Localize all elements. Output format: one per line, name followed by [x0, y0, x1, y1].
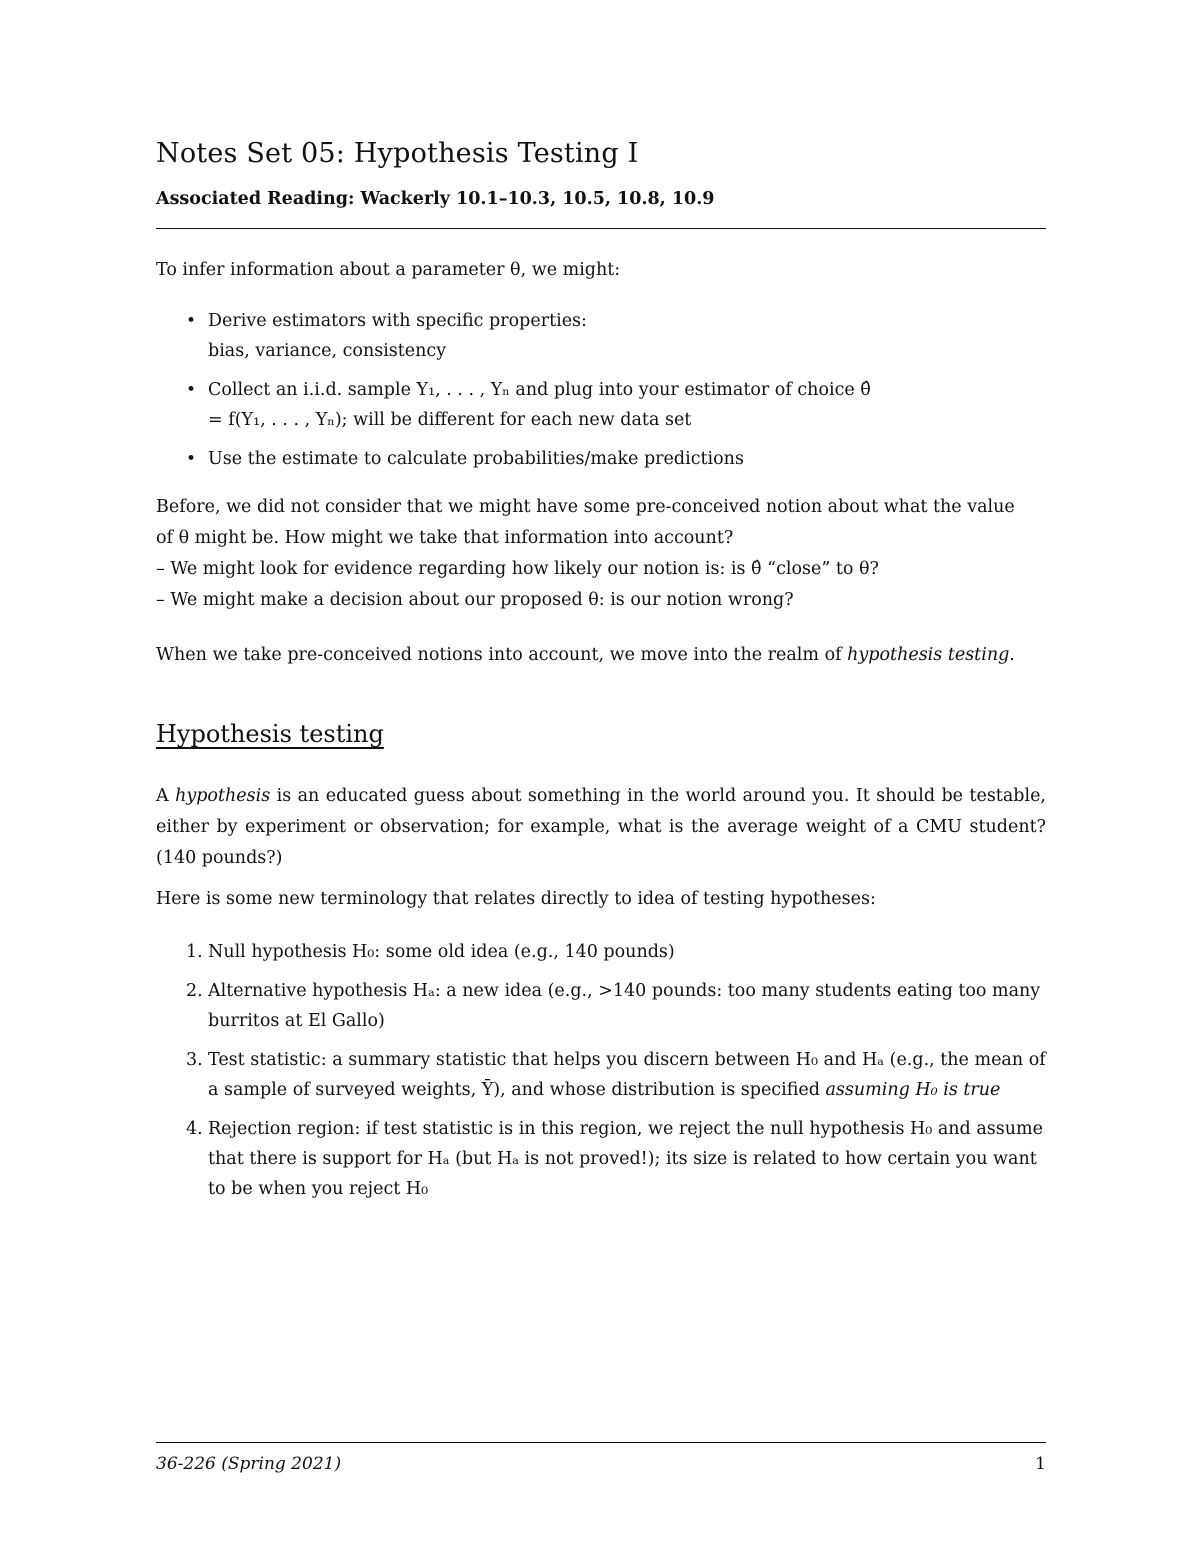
page-number: 1 — [1035, 1454, 1046, 1474]
bullet-line: bias, variance, consistency — [208, 341, 447, 361]
realm-paragraph — [156, 640, 1046, 671]
item-text: Test statistic: a summary statistic that helps you discern between H₀ and Hₐ (e.g., the mean of a sample of surveyed weights, Ȳ), and whose distribution is specified — [208, 1050, 1046, 1100]
item-emphasis: assuming H₀ is true — [825, 1080, 1001, 1100]
item-number: 3. — [186, 1050, 203, 1070]
hypothesis-paragraph — [156, 781, 1046, 874]
intro-text: To infer information about a parameter θ, we might: — [156, 260, 621, 280]
paragraph-line: – We might make a decision about our proposed θ: is our notion wrong? — [156, 590, 794, 610]
item-number: 4. — [186, 1119, 203, 1139]
hypothesis-emphasis: hypothesis — [175, 786, 271, 806]
bullet-line: • Use the estimate to calculate probabilities/make predictions — [208, 449, 744, 469]
bullet-line: = f(Y₁, . . . , Yₙ); will be different for each new data set — [208, 410, 692, 430]
bullet-line: • Collect an i.i.d. sample Y₁, . . . , Yₙ and plug into your estimator of choice θ̂ — [208, 380, 871, 400]
realm-text: When we take pre-conceived notions into account, we move into the realm of — [156, 645, 848, 665]
page-title: Notes Set 05: Hypothesis Testing I — [156, 138, 639, 169]
hypothesis-start: A — [156, 786, 176, 806]
terminology-intro: Here is some new terminology that relates directly to idea of testing hypotheses: — [156, 889, 876, 909]
item-text: Null hypothesis H₀: some old idea (e.g., 140 pounds) — [208, 942, 675, 962]
list-item — [156, 937, 1046, 967]
item-text: Rejection region: if test statistic is in this region, we reject the null hypothesis H₀ and assume that there is support for Hₐ (but Hₐ is not proved!); its size is related to how certain you want to be when you reject H₀ — [208, 1119, 1043, 1199]
before-paragraph — [156, 492, 1046, 616]
bullet-line: • Derive estimators with specific properties: — [208, 311, 587, 331]
hypothesis-rest: is an educated guess about something in the world around you. It should be testable, either by experiment or observation; for example, what is the average weight of a CMU student? (140 pounds?) — [156, 786, 1046, 868]
list-item — [156, 306, 1046, 366]
paragraph-line: of θ might be. How might we take that information into account? — [156, 528, 734, 548]
footer-divider — [156, 1442, 1046, 1443]
header-divider — [156, 228, 1046, 229]
paragraph-line: – We might look for evidence regarding how likely our notion is: is θ̂ “close” to θ? — [156, 559, 879, 579]
list-item — [156, 1114, 1046, 1204]
item-text: Alternative hypothesis Hₐ: a new idea (e.g., >140 pounds: too many students eating too many burritos at El Gallo) — [208, 981, 1041, 1031]
terms-list — [156, 937, 1046, 1204]
item-number: 2. — [186, 981, 203, 1001]
list-item — [156, 1045, 1046, 1105]
list-item — [156, 444, 1046, 474]
bullet-list — [156, 306, 1046, 474]
associated-reading: Associated Reading: Wackerly 10.1–10.3, 10.5, 10.8, 10.9 — [156, 189, 715, 209]
list-item — [156, 375, 1046, 435]
page-content — [156, 136, 1046, 1213]
list-item — [156, 976, 1046, 1036]
footer-course: 36-226 (Spring 2021) — [156, 1454, 342, 1474]
realm-emphasis: hypothesis testing — [847, 645, 1010, 665]
realm-end: . — [1009, 645, 1015, 665]
paragraph-line: Before, we did not consider that we might have some pre-conceived notion about what the value — [156, 497, 1015, 517]
item-number: 1. — [186, 942, 203, 962]
section-heading: Hypothesis testing — [156, 720, 384, 748]
